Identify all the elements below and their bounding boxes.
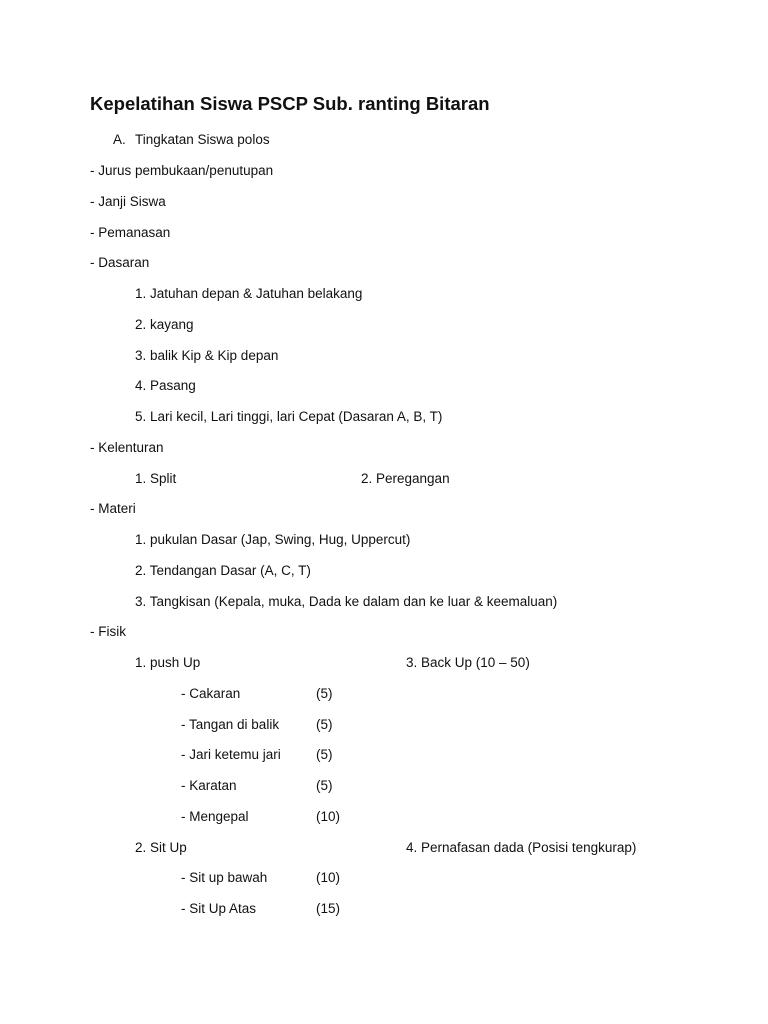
pushup-item-5-value: (10) [316, 809, 341, 824]
pushup-item-3: - Jari ketemu jari [181, 747, 281, 762]
dasaran-item-1: 1. Jatuhan depan & Jatuhan belakang [135, 286, 363, 301]
document-title: Kepelatihan Siswa PSCP Sub. ranting Bitaran [90, 93, 490, 114]
item-fisik: - Fisik [90, 624, 126, 639]
item-jurus: - Jurus pembukaan/penutupan [90, 163, 274, 178]
pushup-item-1: - Cakaran [181, 686, 241, 701]
situp-item-1-value: (10) [316, 870, 341, 885]
fisik-item-1: 1. push Up [135, 655, 201, 670]
pushup-item-2: - Tangan di balik [181, 717, 280, 732]
item-dasaran: - Dasaran [90, 255, 150, 270]
pushup-item-3-value: (5) [316, 747, 333, 762]
item-kelenturan: - Kelenturan [90, 440, 164, 455]
fisik-item-2: 2. Sit Up [135, 840, 187, 855]
pushup-item-1-value: (5) [316, 686, 333, 701]
situp-item-2-value: (15) [316, 901, 341, 916]
dasaran-item-4: 4. Pasang [135, 378, 196, 393]
situp-item-1: - Sit up bawah [181, 870, 268, 885]
dasaran-item-2: 2. kayang [135, 317, 194, 332]
item-janji: - Janji Siswa [90, 194, 166, 209]
pushup-item-4: - Karatan [181, 778, 237, 793]
kelenturan-item-2: 2. Peregangan [361, 471, 450, 486]
dasaran-item-3: 3. balik Kip & Kip depan [135, 348, 279, 363]
materi-item-3: 3. Tangkisan (Kepala, muka, Dada ke dalam dan ke luar & keemaluan) [135, 594, 558, 609]
item-pemanasan: - Pemanasan [90, 225, 171, 240]
item-materi: - Materi [90, 501, 136, 516]
dasaran-item-5: 5. Lari kecil, Lari tinggi, lari Cepat (Dasaran A, B, T) [135, 409, 443, 424]
kelenturan-item-1: 1. Split [135, 471, 177, 486]
materi-item-1: 1. pukulan Dasar (Jap, Swing, Hug, Uppercut) [135, 532, 411, 547]
materi-item-2: 2. Tendangan Dasar (A, C, T) [135, 563, 311, 578]
fisik-item-4: 4. Pernafasan dada (Posisi tengkurap) [406, 840, 637, 855]
situp-item-2: - Sit Up Atas [181, 901, 257, 916]
pushup-item-4-value: (5) [316, 778, 333, 793]
pushup-item-5: - Mengepal [181, 809, 249, 824]
section-a-marker: A. [113, 132, 126, 147]
pushup-item-2-value: (5) [316, 717, 333, 732]
section-a-heading: Tingkatan Siswa polos [135, 132, 270, 147]
fisik-item-3: 3. Back Up (10 – 50) [406, 655, 530, 670]
